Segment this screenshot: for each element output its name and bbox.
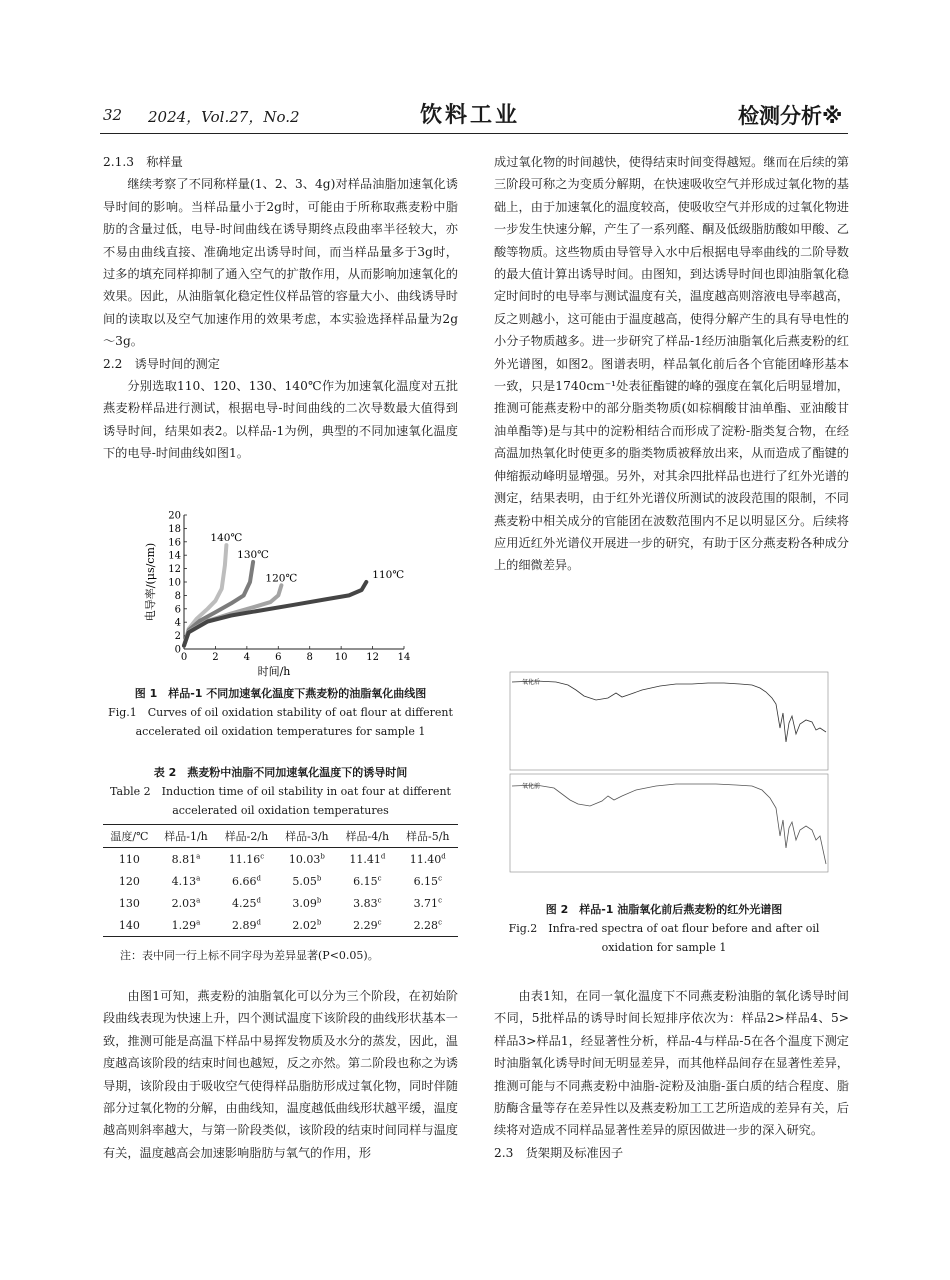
value-text: 5.05 [292,874,317,888]
value-cell [398,848,458,871]
x-tick-label: 6 [275,652,282,663]
value-cell [156,848,216,871]
table-row [103,870,458,892]
significance-letter: d [441,851,446,860]
y-tick-label: 4 [174,617,181,629]
x-tick-label: 0 [180,652,188,663]
table-2-title-en: accelerated oil oxidation temperatures [172,804,389,817]
series-line-1 [184,562,253,646]
label-before: 氧化前 [522,783,541,790]
temperature-cell: 110 [118,852,140,866]
temperature-cell: 120 [118,874,140,888]
column-header: 样品-1/h [156,825,216,848]
significance-letter: d [256,873,261,882]
x-tick-label: 2 [212,652,219,663]
table-row [103,892,458,914]
spectrum-line-before [512,784,826,864]
significance-letter: c [438,895,442,904]
figure-2-caption-en: oxidation for sample 1 [601,941,727,954]
column-header: 样品-4/h [337,825,397,848]
value-text: 8.81 [171,852,197,866]
value-cell [216,914,276,937]
significance-letter: b [316,917,322,926]
value-text: 10.03 [288,852,321,866]
page-number: 32 [103,106,123,124]
significance-letter: b [316,873,322,882]
paragraph: 继续考察了不同称样量(1、2、3、4g)对样品油脂加速氧化诱导时间的影响。当样品量小于2g时，可能由于所称取燕麦粉中脂肪的含量过低，电导-时间曲线在诱导期终点段曲率半径较大，亦不易由曲线直接、准确地定出诱导时间，而当样品量多于3g时，过多的填充同样抑制了通入空气的扩散作用，从而影响加速氧化的效果。因此，从油脂氧化稳定性仪样品管的容量大小、曲线诱导时间的读取以及空气加速作用的效果考虑，本实验选择样品量为2g～3g。 [103,177,458,349]
significance-letter: c [377,917,382,926]
value-text: 2.02 [292,918,317,932]
significance-letter: d [256,917,261,926]
y-tick-label: 6 [174,604,181,616]
value-cell [156,914,216,937]
value-cell [156,892,216,914]
figure-2-caption-cn: 图 2 样品-1 油脂氧化前后燕麦粉的红外光谱图 [545,903,783,916]
table-2 [103,824,458,937]
paragraph: 由图1可知，燕麦粉的油脂氧化可以分为三个阶段，在初始阶段曲线表现为快速上升，四个测试温度下该阶段的曲线形状基本一致，推测可能是高温下样品中易挥发物质及水分的蒸发，因此，温度越高该阶段的结束时间也越短，反之亦然。第二阶段也称之为诱导期，该阶段由于吸收空气使得样品脂肪形成过氧化物，同时伴随部分过氧化物的分解，由曲线知，温度越低曲线形状越平缓，温度越高则斜率越大，与第一阶段类似，该阶段的结束时间同样与温度有关，温度越高会加速影响脂肪与氧气的作用，形 [103,989,458,1160]
x-tick-label: 14 [397,652,411,663]
heading-2-2: 2.2 诱导时间的测定 [103,356,220,371]
column-header: 样品-3/h [277,825,337,848]
significance-letter: a [196,917,201,926]
value-text: 6.15 [353,874,378,888]
column-header: 样品-5/h [398,825,458,848]
table-row [103,914,458,937]
y-tick-label: 0 [174,644,181,656]
figure-1-caption-en: accelerated oil oxidation temperatures for sample 1 [135,725,426,738]
spectrum-line-after [512,681,826,742]
y-tick-label: 20 [168,510,181,522]
x-tick-label: 8 [306,652,313,663]
figure-1-caption [103,684,458,741]
y-axis-label: 电导率/(μs/cm) [144,542,157,622]
spectrum-panel-after [510,672,828,770]
significance-letter: c [438,917,442,926]
value-text: 4.25 [231,896,257,910]
left-column-top [103,151,458,465]
value-cell [277,892,337,914]
value-text: 3.83 [353,896,378,910]
significance-letter: b [320,851,325,860]
table-2-note: 注：表中同一行上标不同字母为差异显著(P<0.05)。 [120,949,379,962]
value-cell [337,848,397,871]
value-text: 4.13 [171,874,197,888]
value-cell [277,870,337,892]
column-header: 温度/℃ [103,825,156,848]
x-tick-label: 4 [243,652,251,663]
series-label: 140℃ [210,532,243,545]
value-cell [277,914,337,937]
left-column-bottom [103,985,458,1164]
value-text: 3.71 [413,896,439,910]
right-column-bottom [494,985,849,1164]
value-text: 1.29 [171,918,197,932]
value-text: 11.41 [349,852,381,866]
journal-name: 饮料工业 [420,103,521,128]
y-tick-label: 14 [168,550,181,562]
y-tick-label: 10 [168,577,181,589]
temperature-cell: 130 [118,896,140,910]
figure-1-chart [140,505,430,683]
table-2-title [103,763,458,820]
paragraph: 成过氧化物的时间越快，使得结束时间变得越短。继而在后续的第三阶段可称之为变质分解期，在快速吸收空气并形成过氧化物的基础上，由于加速氧化的温度较高，使吸收空气并形成的过氧化物进一步发生快速分解，产生了一系列醛、酮及低级脂肪酸如甲酸、乙酸等物质。这些物质由导管导入水中后根据电导率曲线的二阶导数的最大值计算出诱导时间。由图知，到达诱导时间也即油脂氧化稳定时间时的电导率与测试温度有关，温度越高则溶液电导率越高，反之则越小，这可能由于温度越高，使得分解产生的具有导电性的小分子物质越多。进一步研究了样品-1经历油脂氧化后燕麦粉的红外光谱图，如图2。图谱表明，样品氧化前后各个官能团峰形基本一致，只是1740cm⁻¹处表征酯键的峰的强度在氧化后明显增加，推测可能燕麦粉中的部分脂类物质(如棕榈酸甘油单酯、亚油酸甘油单酯等)是与其中的淀粉相结合而形成了淀粉-脂类复合物，在经高温加热氧化时使更多的脂类物质被释放出来，从而造成了酯键的伸缩振动峰明显增强。另外，对其余四批样品也进行了红外光谱的测定，结果表明，由于红外光谱仪所测试的波段范围的限制，不同燕麦粉中相关成分的官能团在波数范围内不足以明显区分。后续将应用近红外光谱仪开展进一步的研究，有助于区分燕麦粉各种成分上的细微差异。 [494,155,849,573]
value-cell [156,870,216,892]
value-cell [216,870,276,892]
x-axis-label: 时间/h [257,665,291,678]
issue-info: 2024，Vol.27，No.2 [148,108,300,126]
label-after: 氧化后 [522,679,541,686]
column-header: 样品-2/h [216,825,276,848]
figure-1-caption-en: Fig.1 Curves of oil oxidation stability of oat flour at different [108,706,453,719]
y-tick-label: 8 [174,590,181,602]
y-tick-label: 16 [168,537,181,549]
series-label: 120℃ [265,572,298,585]
heading-2-1-3: 2.1.3 称样量 [103,155,183,169]
value-cell [398,870,458,892]
value-cell [337,870,397,892]
value-text: 11.16 [228,852,261,866]
y-tick-label: 2 [174,631,181,643]
significance-letter: c [260,851,265,860]
figure-2-ir-spectra [496,668,836,890]
table-header-row [103,825,458,848]
significance-letter: a [196,851,201,860]
figure-1-caption-cn: 图 1 样品-1 不同加速氧化温度下燕麦粉的油脂氧化曲线图 [134,687,427,700]
value-text: 2.29 [353,918,378,932]
value-text: 2.89 [231,918,257,932]
significance-letter: a [196,873,201,882]
value-text: 11.40 [409,852,442,866]
value-cell [277,848,337,871]
page-header [0,0,950,140]
value-cell [398,914,458,937]
value-text: 2.28 [413,918,439,932]
value-cell [216,892,276,914]
figure-2-caption [494,900,834,957]
y-tick-label: 18 [168,523,181,535]
x-tick-label: 12 [366,652,379,663]
panel-frame [510,672,828,770]
table-2-title-en: Table 2 Induction time of oil stability in oat four at different [110,785,451,798]
value-text: 6.15 [413,874,439,888]
significance-letter: c [377,873,382,882]
value-text: 3.09 [292,896,317,910]
table-2-title-cn: 表 2 燕麦粉中油脂不同加速氧化温度下的诱导时间 [153,766,408,779]
section-name: 检测分析※ [738,104,843,128]
heading-2-3: 2.3 货架期及标准因子 [494,1145,624,1160]
significance-letter: a [196,895,201,904]
value-text: 2.03 [171,896,197,910]
series-label: 110℃ [372,569,405,581]
temperature-cell: 140 [103,914,156,937]
header-rule [100,133,848,134]
value-text: 6.66 [231,874,257,888]
paragraph: 分别选取110、120、130、140℃作为加速氧化温度对五批燕麦粉样品进行测试，根据电导-时间曲线的二次导数最大值得到诱导时间，结果如表2。以样品-1为例，典型的不同加速氧化温度下的电导-时间曲线如图1。 [103,379,458,461]
significance-letter: d [256,895,261,904]
significance-letter: d [380,851,386,860]
value-cell [337,914,397,937]
right-column-top [494,151,849,577]
paragraph: 由表1知，在同一氧化温度下不同燕麦粉油脂的氧化诱导时间不同，5批样品的诱导时间长短排序依次为：样品2>样品4、5>样品3>样品1，经显著性分析，样品-4与样品-5在各个温度下测定时油脂氧化诱导时间无明显差异，而其他样品间存在显著性差异，推测可能与不同燕麦粉中油脂-淀粉及油脂-蛋白质的结合程度、脂肪酶含量等存在差异性以及燕麦粉加工工艺所造成的差异有关，后续将对造成不同样品显著性差异的原因做进一步的深入研究。 [494,989,849,1138]
figure-2-caption-en: Fig.2 Infra-red spectra of oat flour before and after oil [508,922,820,935]
significance-letter: b [316,895,322,904]
series-label: 130℃ [237,548,269,561]
significance-letter: c [377,895,382,904]
value-cell [216,848,276,871]
value-cell [337,892,397,914]
panel-frame [510,774,828,872]
significance-letter: c [438,873,442,882]
table-row [103,848,458,871]
y-tick-label: 12 [168,564,181,576]
x-tick-label: 10 [334,652,348,663]
value-cell [398,892,458,914]
spectrum-panel-before [510,774,828,872]
